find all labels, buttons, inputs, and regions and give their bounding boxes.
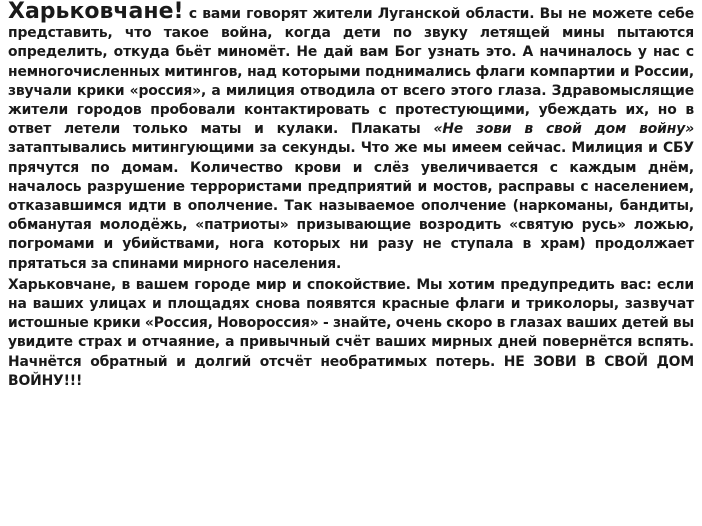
headline: Харьковчане! <box>8 0 184 24</box>
paragraph-1-text-b: затаптывались митингующими за секунды. Что же мы имеем сейчас. Милиция и СБУ прячутся по домам. Количество крови и слёз увеличивается с каждым днём, началось разрушение террористами предприятий и мостов, расправы с населением, отказавшимся идти в ополчение. Так называемое ополчение (наркоманы, бандиты, обманутая молодёжь, «патриоты» призывающие возродить «святую русь» ложью, погромами и убийствами, нога которых ни разу не ступала в храм) продолжает прятаться за спинами мирного населения. <box>8 140 694 272</box>
paragraph-1 <box>8 2 694 274</box>
paragraph-1-text-a: с вами говорят жители Луганской области. Вы не можете себе представить, что такое война, когда дети по звуку летящей мины пытаются определить, откуда бьёт миномёт. Не дай вам Бог узнать это. А начиналось у нас с немногочисленных митингов, над которыми поднимались флаги компартии и России, звучали крики «россия», а милиция отводила от всего этого глаза. Здравомыслящие жители городов пробовали контактировать с протестующими, убеждать их, но в ответ летели только маты и кулаки. Плакаты <box>8 6 694 138</box>
slogan-italic: «Не зови в свой дом войну» <box>433 121 694 138</box>
paragraph-2: Харьковчане, в вашем городе мир и спокойствие. Мы хотим предупредить вас: если на ваших улицах и площадях снова появятся красные флаги и триколоры, зазвучат истошные крики «Россия, Новороссия» - знайте, очень скоро в глазах ваших детей вы увидите страх и отчаяние, а привычный счёт ваших мирных дней повернётся вспять. Начнётся обратный и долгий отсчёт необратимых потерь. НЕ ЗОВИ В СВОЙ ДОМ ВОЙНУ!!! <box>8 276 694 389</box>
